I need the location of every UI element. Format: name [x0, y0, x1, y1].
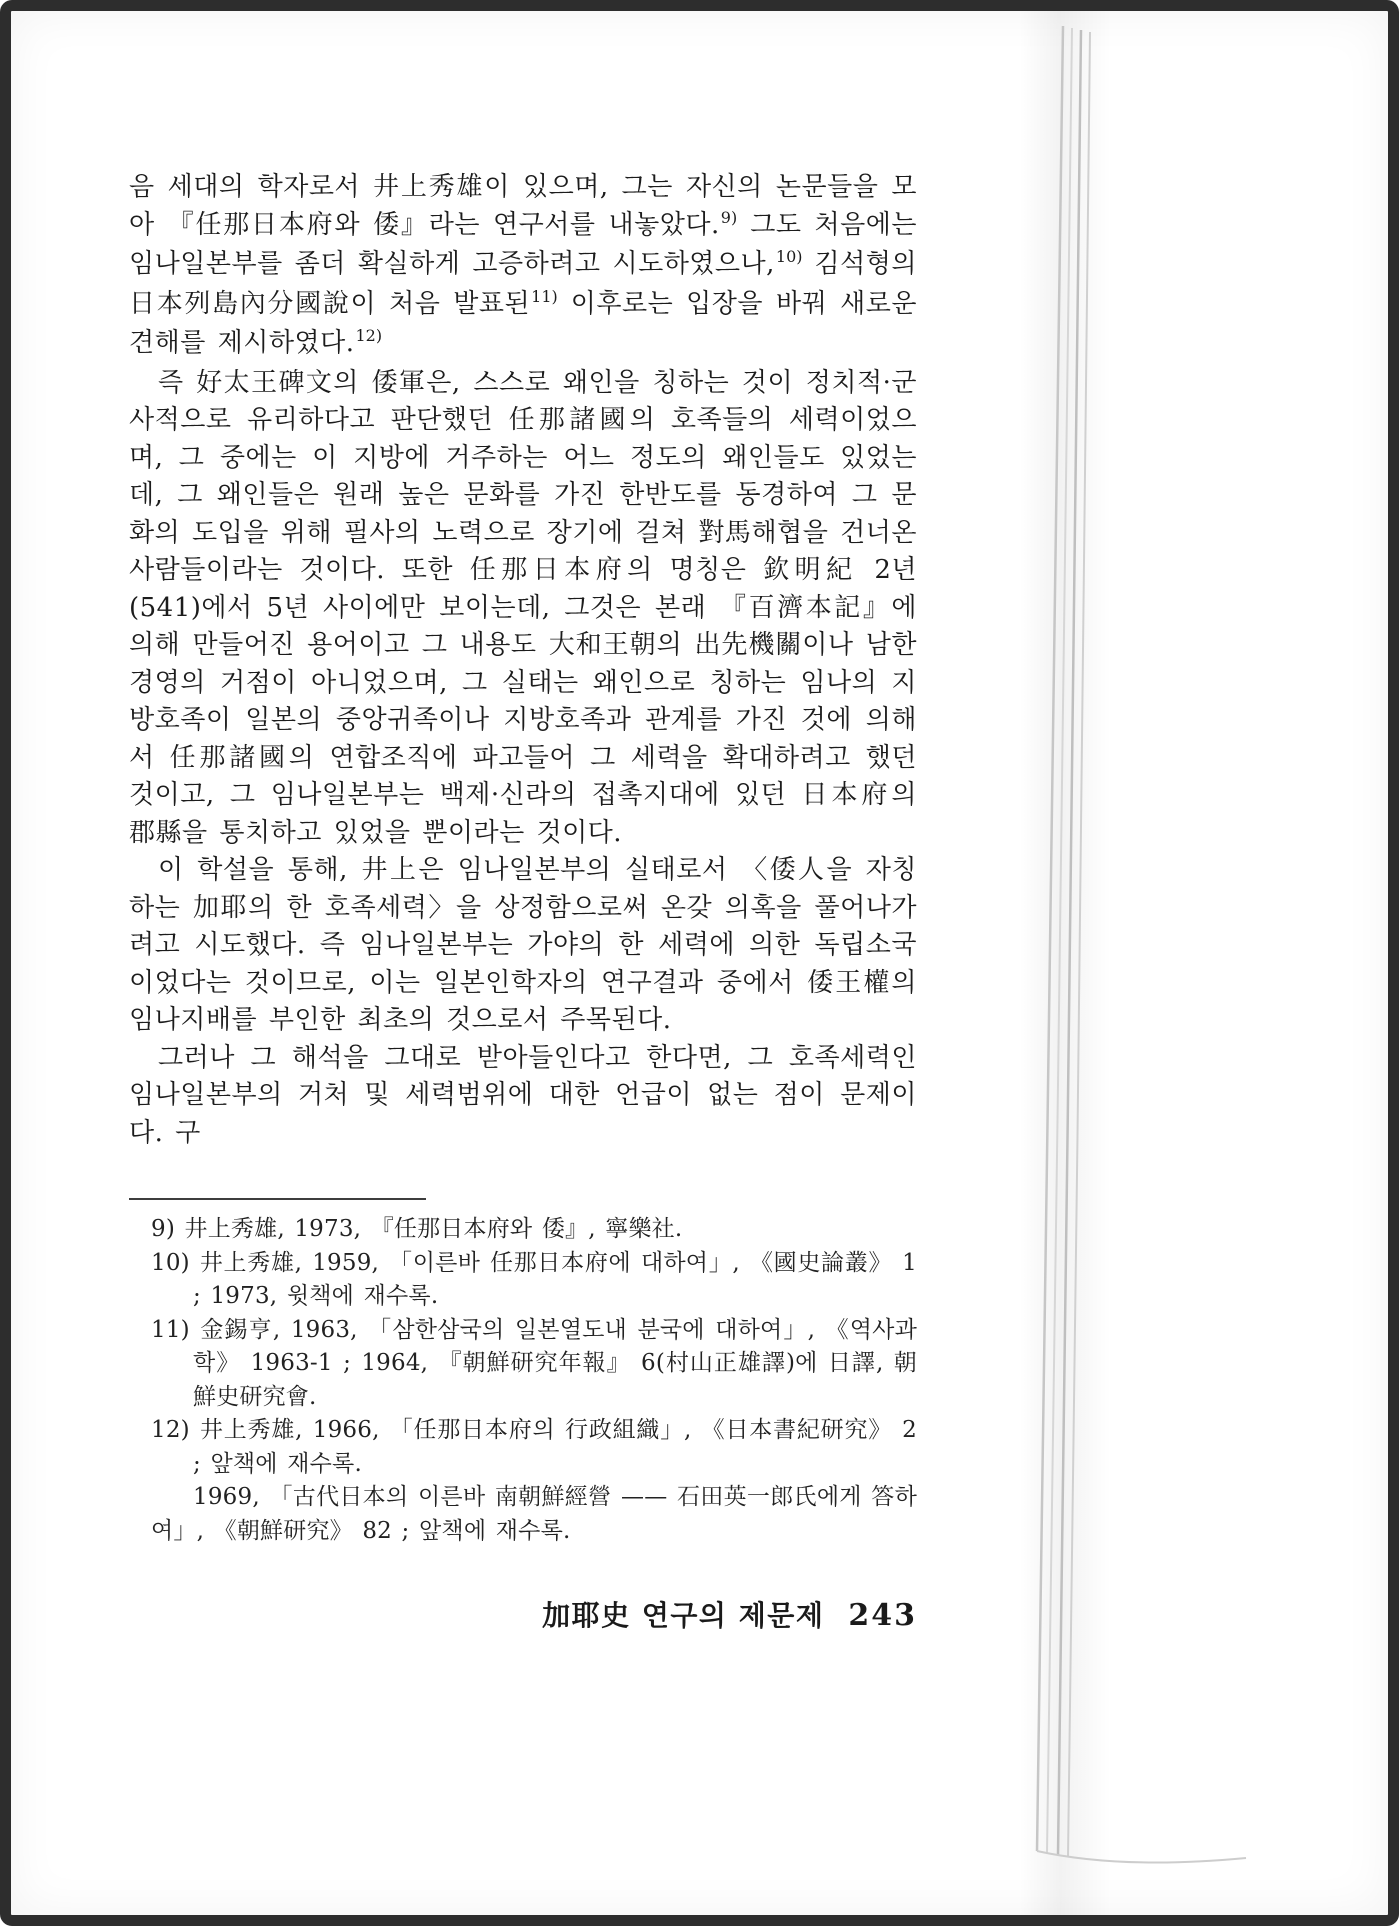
footnote-number: 11) [151, 1316, 201, 1343]
footnote-reference: 12) [355, 326, 383, 345]
footnote: 1969, 「古代日本의 이른바 南朝鮮經營 —— 石田英一郎氏에게 答하여」, 《朝鮮研究》 82 ; 앞책에 재수록. [151, 1484, 917, 1544]
paragraph: 음 세대의 학자로서 井上秀雄이 있으며, 그는 자신의 논문들을 모아 『任那日本府와 倭』라는 연구서를 내놓았다.$^{9)}$ 그도 처음에는 임나일본부를 좀더 확실하게 고증하려고 시도하였으나,$^{10)}$ 김석형의 日本列島內分國說이 처음 발표된$^{11)}$ 이후로는 입장을 바꿔 새로운 견해를 제시하였다.$^{12)}$ [129, 172, 918, 358]
footnote-number: 9) [151, 1216, 185, 1242]
footnote-number: 10) [151, 1249, 200, 1276]
paragraph: 이 학설을 통해, 井上은 임나일본부의 실태로서 〈倭人을 자칭하는 加耶의 한 호족세력〉을 상정함으로써 온갖 의혹을 풀어나가려고 시도했다. 즉 임나일본부는 가야의 한 세력에 의한 독립소국이었다는 것이므로, 이는 일본인학자의 연구결과 중에서 倭王權의 임나지배를 부인한 최초의 것으로서 주목된다. [129, 855, 917, 1035]
body-text [129, 169, 917, 1152]
footnote-reference: 11) [531, 286, 558, 306]
footnote-number: 12) [151, 1417, 200, 1443]
footnote: 12) 井上秀雄, 1966, 「任那日本府의 行政組織」, 《日本書紀研究》 2 ; 앞책에 재수록. [151, 1417, 917, 1477]
footnote: 10) 井上秀雄, 1959, 「이른바 任那日本府에 대하여」, 《國史論叢》 1 ; 1973, 윗책에 재수록. [151, 1249, 917, 1309]
running-title: 加耶史 연구의 제문제 [542, 1599, 825, 1632]
page-footer [129, 1594, 917, 1634]
paragraph: 즉 好太王碑文의 倭軍은, 스스로 왜인을 칭하는 것이 정치적·군사적으로 유리하다고 판단했던 任那諸國의 호족들의 세력이었으며, 그 중에는 이 지방에 거주하는 어느 정도의 왜인들도 있었는데, 그 왜인들은 원래 높은 문화를 가진 한반도를 동경하여 그 문화의 도입을 위해 필사의 노력으로 장기에 걸쳐 對馬해협을 건너온 사람들이라는 것이다. 또한 任那日本府의 명칭은 欽明紀 2년(541)에서 5년 사이에만 보이는데, 그것은 본래 『百濟本記』에 의해 만들어진 용어이고 그 내용도 大和王朝의 出先機關이나 남한경영의 거점이 아니었으며, 그 실태는 왜인으로 칭하는 임나의 지방호족이 일본의 중앙귀족이나 지방호족과 관계를 가진 것에 의해서 任那諸國의 연합조직에 파고들어 그 세력을 확대하려고 했던 것이고, 그 임나일본부는 백제·신라의 접촉지대에 있던 日本府의 郡縣을 통치하고 있었을 뿐이라는 것이다. [129, 367, 917, 848]
page-edge-shading [1019, 11, 1111, 1915]
footnote: 11) 金錫亨, 1963, 「삼한삼국의 일본열도내 분국에 대하여」, 《역사과학》 1963-1 ; 1964, 『朝鮮研究年報』 6(村山正雄譯)에 日譯, 朝鮮史研究會. [151, 1316, 917, 1410]
footnote-reference: 10) [775, 247, 803, 266]
footnote-separator [129, 1198, 426, 1200]
page-number: 243 [848, 1598, 917, 1633]
footnote: 9) 井上秀雄, 1973, 『任那日本府와 倭』, 寧樂社. [151, 1216, 683, 1242]
page-content [129, 169, 917, 1634]
footnote-reference: 9) [720, 207, 738, 227]
footnotes-list [151, 1213, 917, 1548]
paragraph: 그러나 그 해석을 그대로 받아들인다고 한다면, 그 호족세력인 임나일본부의 거처 및 세력범위에 대한 언급이 없는 점이 문제이다. 구 [129, 1042, 917, 1148]
